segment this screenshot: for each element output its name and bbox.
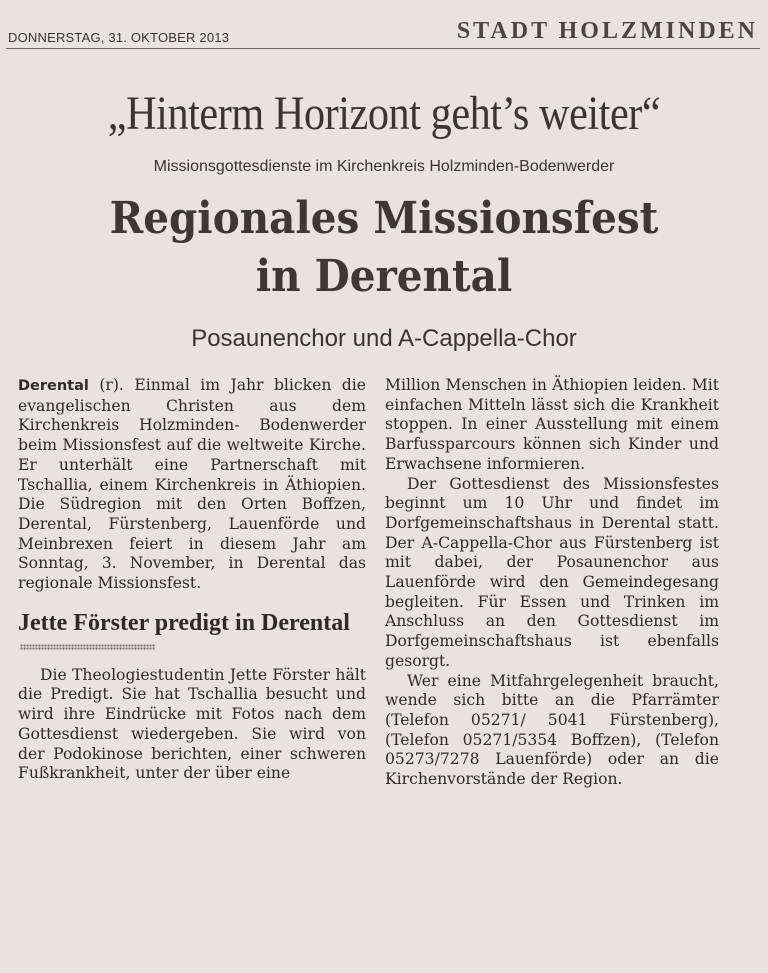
headline-line-1: Regionales Missionsfest bbox=[109, 193, 659, 244]
column-left bbox=[18, 376, 366, 784]
interhead: Jette Förster predigt in Derental bbox=[18, 609, 350, 636]
paragraph-1-text: (r). Einmal im Jahr blicken die evangelischen Christen aus dem Kirchenkreis Holzminden- Bodenwerder beim Missionsfest auf die weltweite Kirche. Er unterhält eine Partnerschaft mit Tschallia, einem Kirchenkreis in Äthiopien. Die Südregion mit den Orten Boffzen, Derental, Fürstenberg, Lauenförde und Meinbrexen feiert in diesem Jahr am Sonntag, 3. November, in Derental das regionale Missionsfest. bbox=[18, 376, 366, 593]
paragraph-5: Wer eine Mitfahrgelegenheit braucht, wende sich bitte an die Pfarrämter (Telefon 05271/ 5041 Fürstenberg), (Telefon 05271/5354 Boffzen), (Telefon 05273/7278 Lauenförde) oder an die Kirchenvorstände der Region. bbox=[385, 671, 719, 789]
article-subheadline: Posaunenchor und A-Cappella-Chor bbox=[191, 325, 577, 352]
paragraph-3: Million Menschen in Äthiopien leiden. Mit einfachen Mitteln lässt sich die Krankheit stoppen. In einer Ausstellung mit einem Barfussparcours können sich Kinder und Erwachsene informieren. bbox=[385, 376, 719, 473]
dotted-divider bbox=[20, 644, 155, 650]
article-headline bbox=[31, 190, 738, 306]
section-title: STADT HOLZMINDEN bbox=[456, 18, 758, 44]
article-subline: Missionsgottesdienste im Kirchenkreis Holzminden-Bodenwerder bbox=[153, 158, 615, 175]
paragraph-2: Die Theologiestudentin Jette Förster hält die Predigt. Sie hat Tschallia besucht und wird ihre Eindrücke mit Fotos nach dem Gottesdienst wiedergeben. Sie wird von der Podokinose berichten, einer schweren Fußkrankheit, unter der über eine bbox=[18, 665, 366, 783]
dateline: Derental bbox=[18, 378, 89, 394]
column-right bbox=[385, 376, 719, 790]
page-header bbox=[6, 18, 760, 49]
paragraph-1 bbox=[18, 376, 366, 594]
paragraph-4: Der Gottesdienst des Missionsfestes beginnt um 10 Uhr und findet im Dorfgemeinschaftshaus in Derental statt. Der A-Cappella-Chor aus Fürstenberg ist mit dabei, der Posaunenchor aus Lauenförde wird den Gemeindegesang begleiten. Für Essen und Trinken im Anschluss an den Gottesdienst im Dorfgemeinschaftshaus ist ebenfalls gesorgt. bbox=[385, 474, 719, 670]
headline-line-2: in Derental bbox=[255, 251, 513, 302]
article-kicker: „Hinterm Horizont geht’s weiter“ bbox=[107, 87, 661, 140]
issue-date: DONNERSTAG, 31. OKTOBER 2013 bbox=[8, 30, 230, 45]
